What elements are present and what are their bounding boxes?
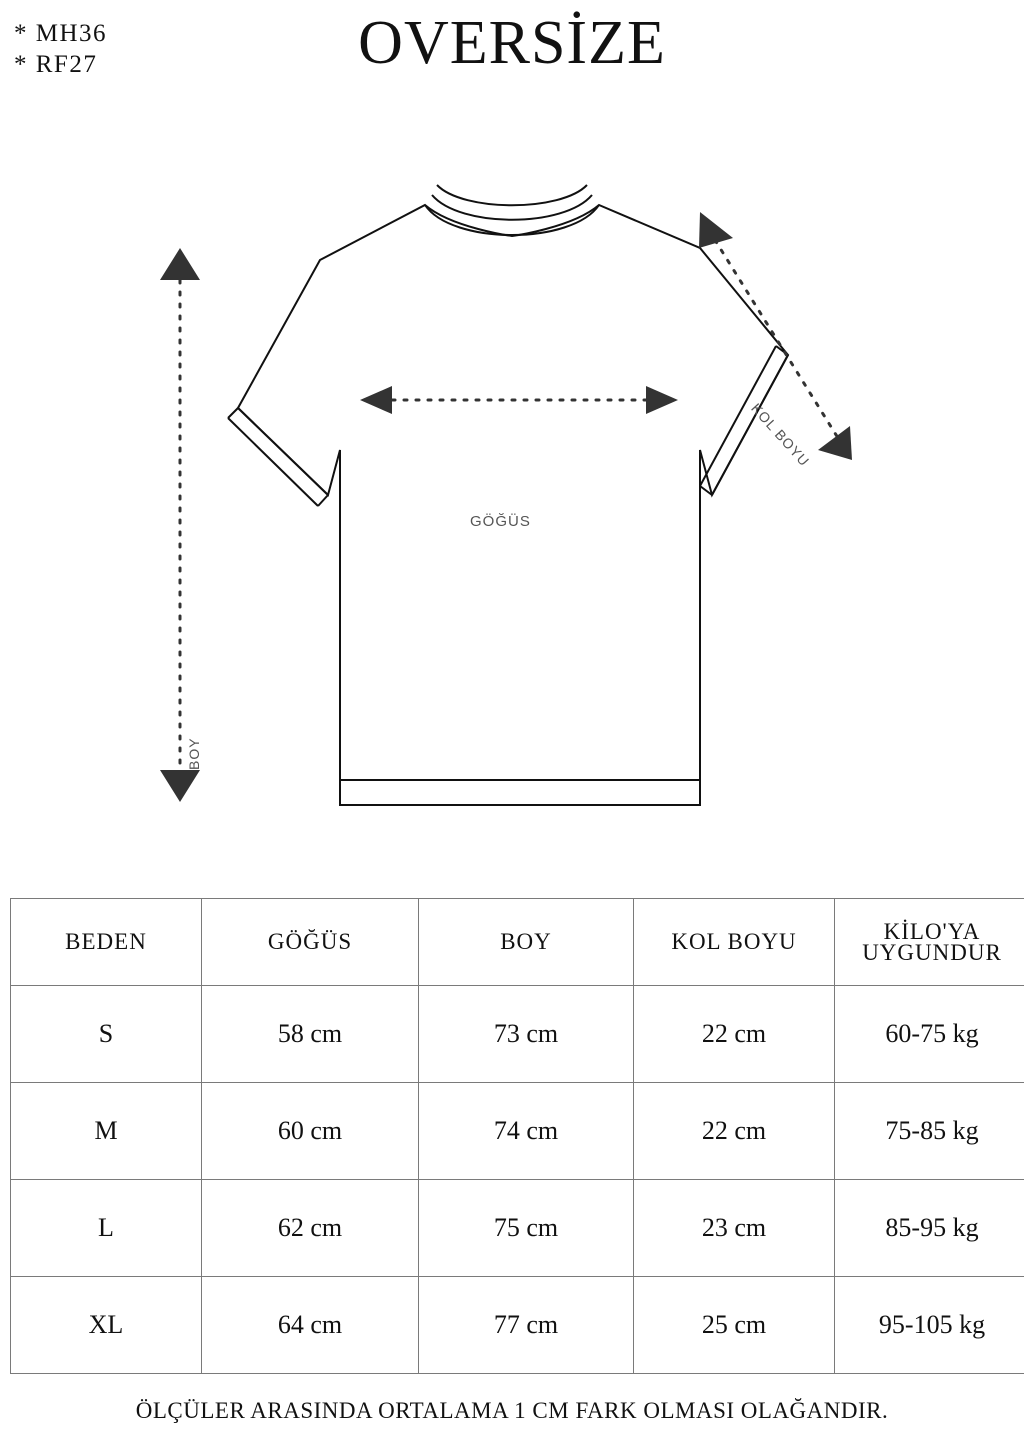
sleeve-label: KOL BOYU — [748, 400, 813, 470]
table-header-row — [11, 899, 1024, 986]
cell-kilo: 85-95 kg — [835, 1180, 1024, 1277]
cell-beden: S — [11, 986, 202, 1083]
cell-gogus: 58 cm — [202, 986, 419, 1083]
column-header-beden: BEDEN — [11, 899, 202, 986]
cell-boy: 74 cm — [419, 1083, 634, 1180]
product-code-1: * MH36 — [14, 20, 108, 47]
cell-boy: 77 cm — [419, 1277, 634, 1374]
chest-measure-arrow — [360, 386, 678, 414]
length-measure-arrow — [160, 248, 200, 802]
column-header-gogus: GÖĞÜS — [202, 899, 419, 986]
cell-beden: XL — [11, 1277, 202, 1374]
length-label: BOY — [186, 737, 202, 770]
size-table-body — [11, 986, 1024, 1374]
column-header-boy: BOY — [419, 899, 634, 986]
cell-boy: 75 cm — [419, 1180, 634, 1277]
cell-boy: 73 cm — [419, 986, 634, 1083]
cell-beden: M — [11, 1083, 202, 1180]
cell-kol: 22 cm — [634, 986, 835, 1083]
cell-gogus: 62 cm — [202, 1180, 419, 1277]
measurement-tolerance-note: ÖLÇÜLER ARASINDA ORTALAMA 1 CM FARK OLMASI OLAĞANDIR. — [135, 1398, 889, 1423]
page-title: OVERSİZE — [358, 9, 666, 77]
cell-kol: 23 cm — [634, 1180, 835, 1277]
cell-kol: 25 cm — [634, 1277, 835, 1374]
tshirt-outline — [228, 185, 788, 805]
cell-kol: 22 cm — [634, 1083, 835, 1180]
column-header-kilo-line2: UYGUNDUR — [862, 940, 1002, 965]
column-header-kilo — [835, 899, 1024, 986]
cell-kilo: 75-85 kg — [835, 1083, 1024, 1180]
cell-gogus: 60 cm — [202, 1083, 419, 1180]
size-table-head — [11, 899, 1024, 986]
size-table-container — [10, 898, 1014, 1374]
table-row — [11, 1083, 1024, 1180]
cell-beden: L — [11, 1180, 202, 1277]
product-code-2: * RF27 — [14, 51, 98, 78]
cell-kilo: 95-105 kg — [835, 1277, 1024, 1374]
cell-kilo: 60-75 kg — [835, 986, 1024, 1083]
table-row — [11, 1277, 1024, 1374]
size-table — [10, 898, 1024, 1374]
tshirt-measurement-diagram — [0, 150, 1024, 890]
column-header-kilo-line1: KİLO'YA — [883, 919, 981, 944]
chest-label: GÖĞÜS — [470, 513, 531, 530]
table-row — [11, 1180, 1024, 1277]
column-header-kol-boyu: KOL BOYU — [634, 899, 835, 986]
table-row — [11, 986, 1024, 1083]
cell-gogus: 64 cm — [202, 1277, 419, 1374]
